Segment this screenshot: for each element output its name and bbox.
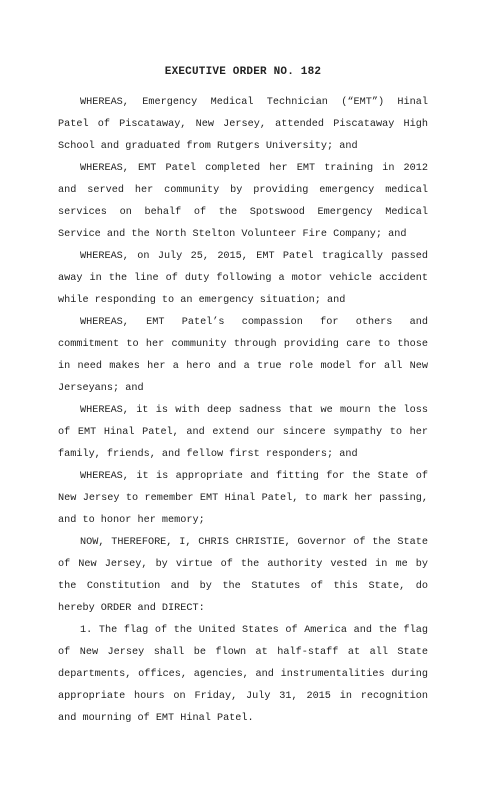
order-item-1: 1. The flag of the United States of America and the flag of New Jersey shall be flown at half-staff at all State departments, offices, agencies, and instrumentalities during appropriate hours on Friday, July 31, 2015 in recognition and mourning of EMT Hinal Patel.: [58, 625, 428, 724]
whereas-paragraph-4: WHEREAS, EMT Patel’s compassion for others and commitment to her community through providing care to those in need makes her a hero and a true role model for all New Jerseyans; and: [58, 317, 428, 394]
document-title: EXECUTIVE ORDER NO. 182: [164, 66, 322, 78]
document-body: [58, 92, 428, 730]
order-preamble-paragraph: NOW, THEREFORE, I, CHRIS CHRISTIE, Governor of the State of New Jersey, by virtue of the authority vested in me by the Constitution and by the Statutes of this State, do hereby ORDER and DIRECT:: [58, 537, 428, 614]
whereas-paragraph-3: WHEREAS, on July 25, 2015, EMT Patel tragically passed away in the line of duty following a motor vehicle accident while responding to an emergency situation; and: [58, 251, 428, 306]
whereas-paragraph-1: WHEREAS, Emergency Medical Technician (“EMT”) Hinal Patel of Piscataway, New Jersey, attended Piscataway High School and graduated from Rutgers University; and: [58, 97, 428, 152]
whereas-paragraph-5: WHEREAS, it is with deep sadness that we mourn the loss of EMT Hinal Patel, and extend our sincere sympathy to her family, friends, and fellow first responders; and: [58, 405, 428, 460]
whereas-paragraph-2: WHEREAS, EMT Patel completed her EMT training in 2012 and served her community by providing emergency medical services on behalf of the Spotswood Emergency Medical Service and the North Stelton Volunteer Fire Company; and: [58, 163, 428, 240]
whereas-paragraph-6: WHEREAS, it is appropriate and fitting for the State of New Jersey to remember EMT Hinal Patel, to mark her passing, and to honor her memory;: [58, 471, 428, 526]
